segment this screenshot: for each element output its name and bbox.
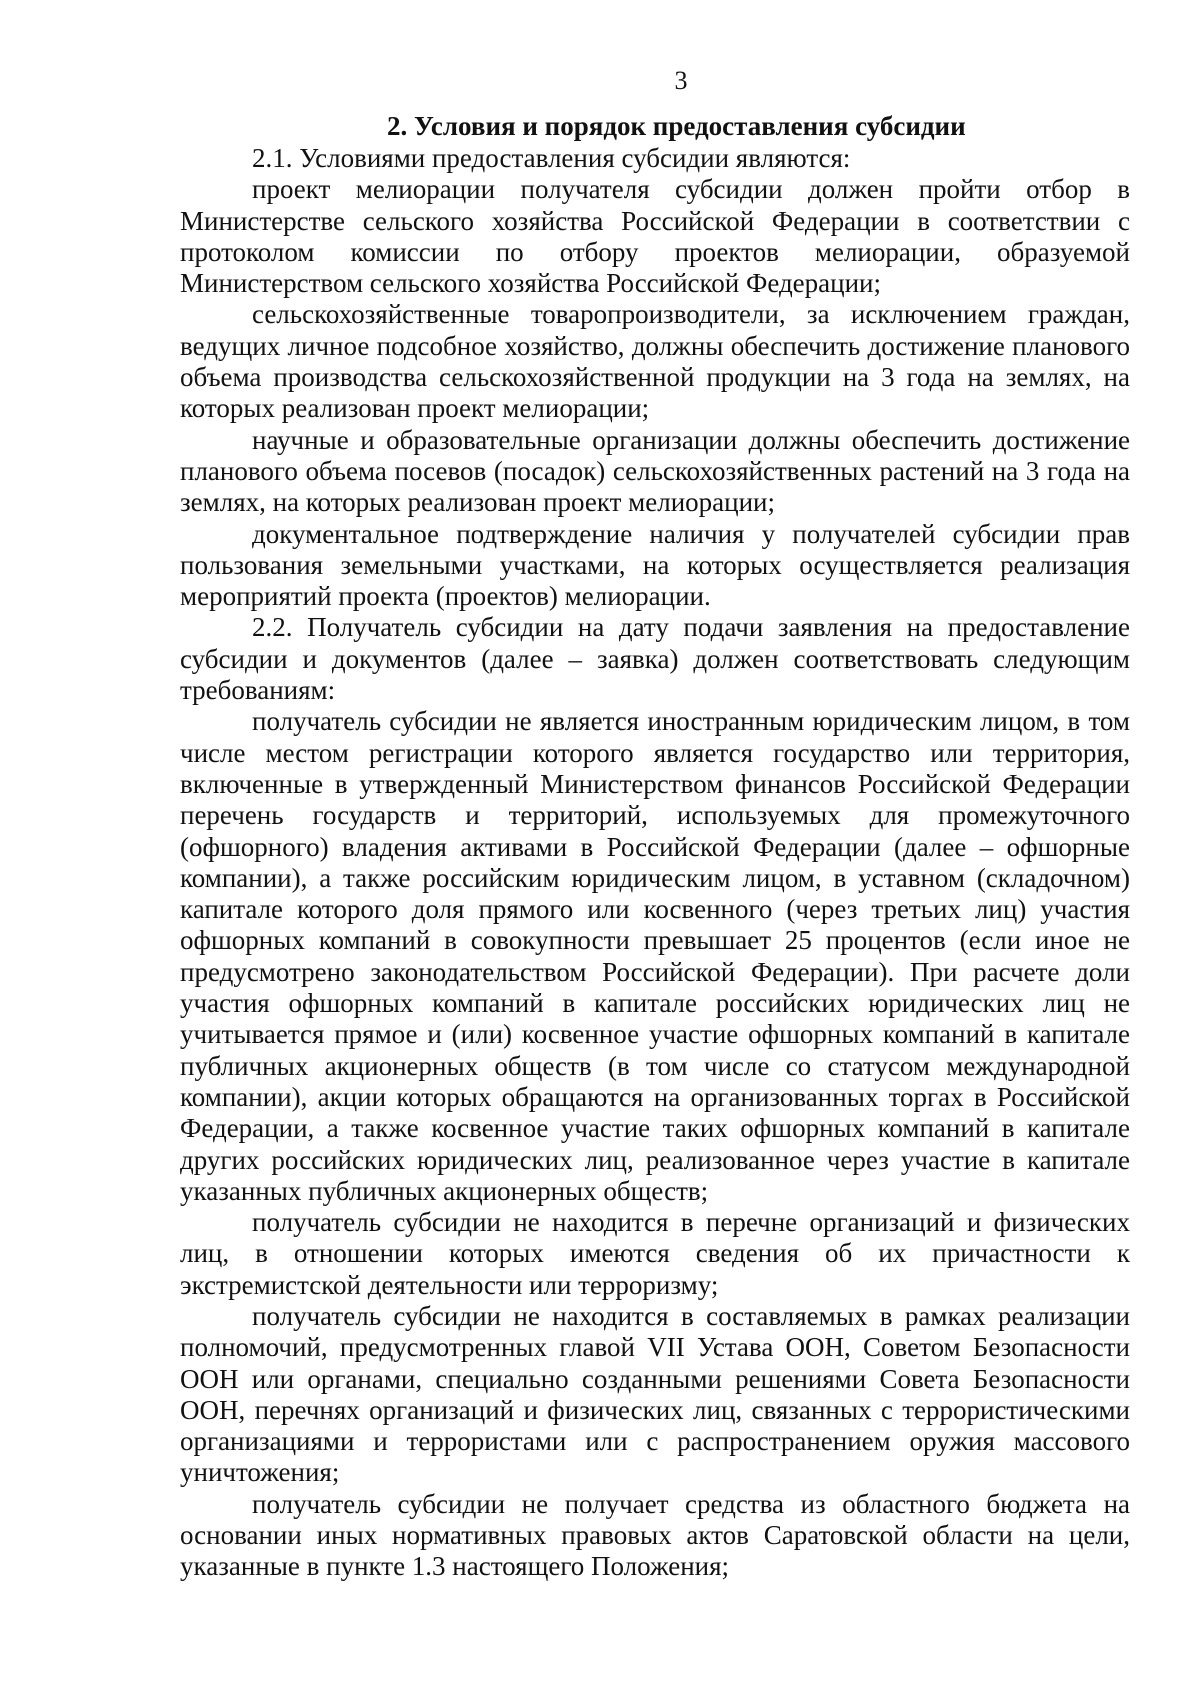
document-body xyxy=(180,109,1130,1583)
paragraph-2-1: 2.1. Условиями предоставления субсидии являются: xyxy=(252,143,851,173)
paragraph-condition-research-organizations: научные и образовательные организации должны обеспечить достижение планового объема посевов (посадок) сельскохозяйственных растений на 3 года на землях, на которых реализован проект мелиорации; xyxy=(180,424,1130,518)
paragraph-condition-land-rights: документальное подтверждение наличия у получателей субсидии прав пользования земельными участками, на которых осуществляется реализация мероприятий проекта (проектов) мелиорации. xyxy=(180,518,1130,612)
paragraph-requirement-un-lists: получатель субсидии не находится в составляемых в рамках реализации полномочий, предусмотренных главой VII Устава ООН, Советом Безопасности ООН или органами, специально созданными решениями Совета Безопасности ООН, перечнях организаций и физических лиц, связанных с террористическими организациями и террористами или с распространением оружия массового уничтожения; xyxy=(180,1300,1130,1488)
paragraph-requirement-extremism-list: получатель субсидии не находится в перечне организаций и физических лиц, в отношении которых имеются сведения об их причастности к экстремистской деятельности или терроризму; xyxy=(180,1207,1130,1300)
page-number: 3 xyxy=(674,66,688,95)
paragraph-condition-project-selection: проект мелиорации получателя субсидии должен пройти отбор в Министерстве сельского хозяйства Российской Федерации в соответствии с протоколом комиссии по отбору проектов мелиорации, образуемой Министерством сельского хозяйства Российской Федерации; xyxy=(180,174,1130,299)
paragraph-requirement-no-other-funds: получатель субсидии не получает средства из областного бюджета на основании иных нормативных правовых актов Саратовской области на цели, указанные в пункте 1.3 настоящего Положения; xyxy=(180,1488,1130,1582)
paragraph-requirement-offshore: получатель субсидии не является иностранным юридическим лицом, в том числе местом регистрации которого является государство или территория, включенные в утвержденный Министерством финансов Российской Федерации перечень государств и территорий, используемых для промежуточного (офшорного) владения активами в Российской Федерации (далее – офшорные компании), а также российским юридическим лицом, в уставном (складочном) капитале которого доля прямого или косвенного (через третьих лиц) участия офшорных компаний в совокупности превышает 25 процентов (если иное не предусмотрено законодательством Российской Федерации). При расчете доли участия офшорных компаний в капитале российских юридических лиц не учитывается прямое и (или) косвенное участие офшорных компаний в капитале публичных акционерных обществ (в том числе со статусом международной компании), акции которых обращаются на организованных торгах в Российской Федерации, а также косвенное участие таких офшорных компаний в капитале других российских юридических лиц, реализованное через участие в капитале указанных публичных акционерных обществ; xyxy=(180,706,1130,1206)
paragraph-condition-producers-volume: сельскохозяйственные товаропроизводители, за исключением граждан, ведущих личное подсобное хозяйство, должны обеспечить достижение планового объема производства сельскохозяйственной продукции на 3 года на землях, на которых реализован проект мелиорации; xyxy=(180,299,1130,424)
section-heading: 2. Условия и порядок предоставления субсидии xyxy=(387,111,966,141)
paragraph-2-2: 2.2. Получатель субсидии на дату подачи заявления на предоставление субсидии и документов (далее – заявка) должен соответствовать следующим требованиям: xyxy=(180,612,1130,706)
